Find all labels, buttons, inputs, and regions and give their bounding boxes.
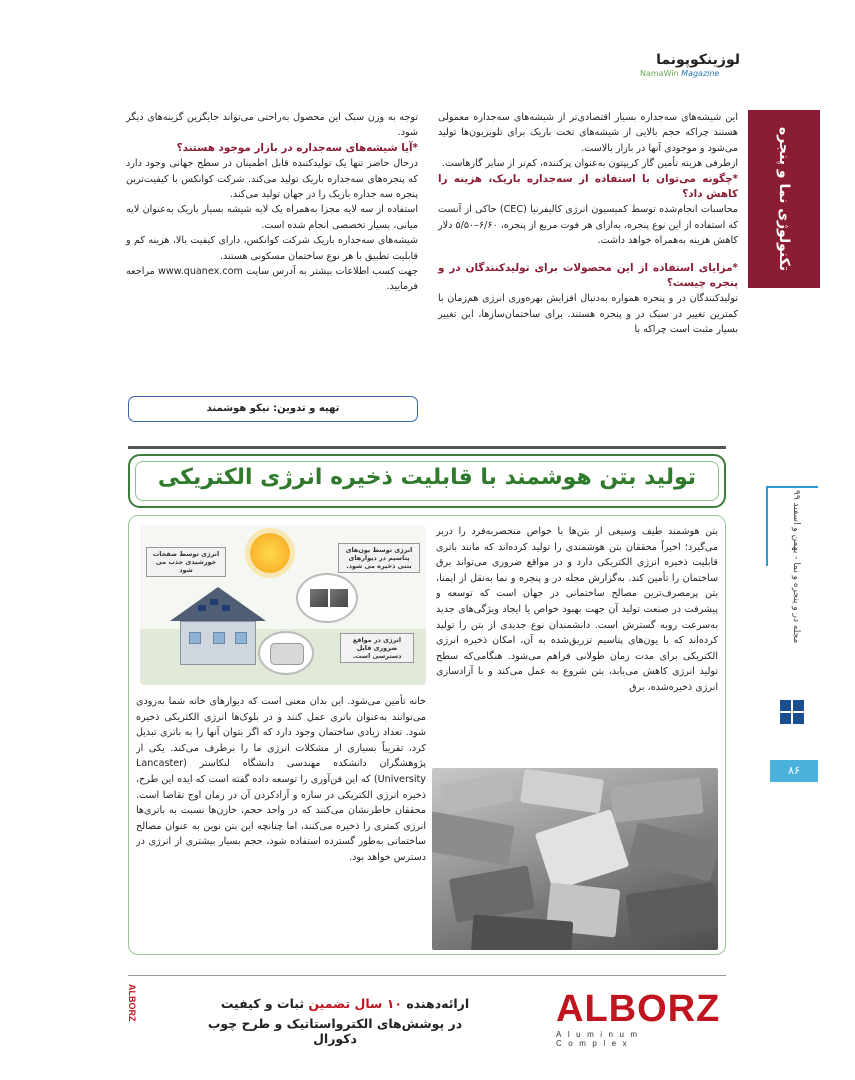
paragraph: این شیشه‌های سه‌جداره بسیار اقتصادی‌تر از شیشه‌های سه‌جداره معمولی هستند چراکه حجم بالایی از شیشه‌های تخت باریک برای تلویزیون‌ها تولید می‌شود و موجودی آنها در بازار بالاست. — [438, 112, 738, 154]
logo-sub-right: Magazine — [681, 69, 720, 78]
paragraph: ازطرفی هزینه تأمین گاز کریپتون به‌عنوان پرکننده، کم‌تر از سایر گازهاست. — [441, 158, 738, 170]
top-article-right-column — [438, 110, 738, 430]
paragraph: تولیدکنندگان در و پنجره همواره به‌دنبال افزایش بهره‌وری انرژی هم‌زمان با کمترین تغییر در سبک در و پنجره هستند. برای ساختمان‌سازها، این تغییر بسیار مثبت است چراکه با — [438, 293, 738, 336]
author-credit: تهیه و تدوین: نیکو هوشمند — [128, 396, 418, 422]
brick — [449, 865, 535, 922]
ad-tagline-1 — [220, 996, 470, 1011]
brick — [610, 777, 703, 822]
magazine-logo — [640, 52, 740, 78]
brick — [520, 769, 604, 814]
solar-panel-icon — [198, 605, 206, 611]
toaster-icon — [270, 643, 304, 665]
concrete-block-icon — [310, 589, 328, 607]
brick — [440, 771, 515, 815]
brick — [471, 915, 574, 950]
sidebar-accent-line — [768, 486, 818, 488]
question-heading: *مزایای استفاده از این محصولات برای تولیدکنندگان در و پنجره چیست؟ — [438, 261, 738, 290]
paragraph: محاسبات انجام‌شده توسط کمیسیون انرژی کالیفرنیا (CEC) حاکی از آنست که استفاده از این نوع پنجره، به‌ازای هر فوت مربع از پنجره، ۶/۶۰–۵/۵۰ دلار کاهش هزینه به‌همراه خواهد داشت. — [438, 204, 739, 247]
article-left-column: خانه تأمین می‌شود. این بدان معنی است که دیوارهای خانه شما به‌زودی می‌توانند به‌عنوان باتری عمل کنند و در بلوک‌ها انرژی الکتریکی ذخیره شود. تعداد زیادی ساختمان وجود دارد که اگر بتوان آنها را به باتری تبدیل کرد، تقریباً بسیاری از مشکلات انرژی ما را برطرف می‌کند. یکی از پژوهشگران دانشکده مهندسی دانشگاه لنکاستر (Lancaster University) که این فن‌آوری را توسعه داده گفته است که ایده این طرح، ذخیره انرژی الکتریکی در سازه و آزادکردن آن در زمان اوج تقاضا است. محققان خاطرنشان می‌کنند که در واحد حجم، خازن‌ها نسبت به باتری‌ها انرژی کمتری را ذخیره می‌کنند، اما چنانچه این بتن نوین به عنوان مصالح ساختمانی به‌طور گسترده استفاده شود، حجم بسیار بیشتری از انرژی در دسترس خواهد بود. — [136, 696, 426, 863]
ad-tagline-post: ثبات و کیفیت — [220, 996, 305, 1011]
ad-tagline-pre: ارائه‌دهنده — [406, 996, 470, 1011]
brick — [432, 810, 515, 865]
concrete-bricks-photo — [432, 768, 718, 950]
storage-bubble — [296, 573, 358, 623]
label-storage: انرژی توسط یون‌های پتاسیم در دیوارهای بتنی ذخیره می شود. — [338, 543, 420, 573]
top-article-left-column — [126, 110, 418, 390]
side-brand — [127, 984, 139, 1044]
window-pane — [780, 700, 791, 711]
alborz-brand: ALBORZ — [556, 988, 721, 1030]
paragraph: استفاده از سه لایه مجزا به‌همراه یک لایه شیشه بسیار باریک به‌عنوان لایه میانی، بسیار تخصصی انجام شده است. — [126, 204, 418, 231]
paragraph: توجه به وزن سبک این محصول به‌راحتی می‌تواند جایگزین گزینه‌های دیگر شود. — [126, 112, 418, 139]
section-tab — [748, 110, 820, 288]
house-icon — [180, 621, 256, 665]
article-title: تولید بتن هوشمند با قابلیت ذخیره انرژی الکتریکی — [157, 465, 697, 490]
window-pane — [793, 700, 804, 711]
label-release: انرژی در مواقع ضروری قابل دسترسی است. — [340, 633, 414, 663]
sidebar-accent-vline — [766, 486, 768, 566]
alborz-logo — [556, 988, 728, 1048]
label-solar: انرژی توسط صفحات خورشیدی جذب می شود — [146, 547, 226, 577]
logo-sub-text — [640, 69, 740, 78]
paragraph: شیشه‌های سه‌جداره باریک شرکت کوانکس، دارای کیفیت بالا، هزینه کم و قابلیت تطبیق با هر نوع ساختمان مسکونی هستند. — [126, 235, 418, 262]
question-heading: *آیا شیشه‌های سه‌جداره در بازار موجود هستند؟ — [176, 141, 418, 154]
section-label: تکنولوژی نما و پنجره — [776, 126, 792, 272]
side-brand-text: ALBORZ — [127, 984, 137, 1022]
window-icon — [189, 632, 201, 644]
concrete-battery-illustration — [140, 525, 426, 685]
alborz-brand-sub: Aluminum Complex — [556, 1030, 644, 1048]
ad-tagline-2: در پوشش‌های الکترواستاتیک و طرح چوب دکورال — [207, 1016, 463, 1046]
ad-tagline-highlight: ۱۰ سال تضمین — [308, 996, 402, 1011]
window-icon — [213, 632, 225, 644]
house-roof — [170, 587, 266, 621]
window-logo-icon — [780, 700, 806, 726]
article-title-box — [128, 454, 726, 508]
page-number: ۸۶ — [770, 760, 818, 782]
sun-icon — [250, 533, 290, 573]
logo-sub-left: NamaWin — [640, 69, 679, 78]
brick — [625, 882, 718, 940]
spacer — [438, 249, 738, 261]
window-icon — [235, 632, 247, 644]
magazine-info — [786, 490, 806, 690]
logo-main-text: لوزینکوپونما — [656, 52, 740, 68]
footer-divider — [128, 975, 726, 976]
paragraph: جهت کسب اطلاعات بیشتر به آدرس سایت www.quanex.com مراجعه فرمایید. — [126, 266, 418, 293]
paragraph: درحال حاضر تنها یک تولیدکننده قابل اطمینان در سطح جهانی وجود دارد که پنجره‌های سه‌جداره باریک تولید می‌کند. شرکت کوانکس با کیفیت‌ترین پنجره سه جداره باریک را در جهان تولید می‌کند. — [126, 158, 418, 201]
solar-panel-icon — [210, 599, 218, 605]
brick — [628, 822, 718, 881]
question-heading: *چگونه می‌توان با استفاده از سه‌جداره باریک، هزینه را کاهش داد؟ — [438, 172, 738, 201]
appliance-bubble — [258, 631, 314, 675]
magazine-info-text: مجله در و پنجره و نما - بهمن و اسفند ۹۹ — [791, 490, 801, 644]
article-right-column: بتن هوشمند طیف وسیعی از بتن‌ها با خواص منحصربه‌فرد را دربر می‌گیرد؛ اخیراً محققان بتن هوشمندی را تولید کرده‌اند که مانند باتری قابلیت ذخیره انرژی الکتریکی دارد و در مواقع ضروری می‌تواند برق ساختمان را تأمین کند. به‌گزارش مجله در و پنجره و نما به‌نقل از ایمنا، بتن پرمصرف‌ترین مصالح ساختمانی در جهان است که توسعه و پیشرفت در صنعت تولید آن جهت بهبود خواص یا ایجاد ویژگی‌های جدید به‌سرعت روبه گسترش است. دانشمندان نوع جدیدی از بتن را تولید کرده‌اند که با یون‌های پتاسیم تزریق‌شده به آن، امکان ذخیره انرژی الکتریکی برای مدت زمان طولانی فراهم می‌شود. هنگامی‌که سطح تولید انرژی کاهش می‌یابد، بتن شروع به عمل می‌کند و با آزادسازی انرژی ذخیره‌شده، برق — [436, 526, 718, 693]
window-pane — [780, 713, 791, 724]
solar-panel-icon — [222, 605, 230, 611]
concrete-block-icon — [330, 589, 348, 607]
section-divider — [128, 446, 726, 449]
window-pane — [793, 713, 804, 724]
